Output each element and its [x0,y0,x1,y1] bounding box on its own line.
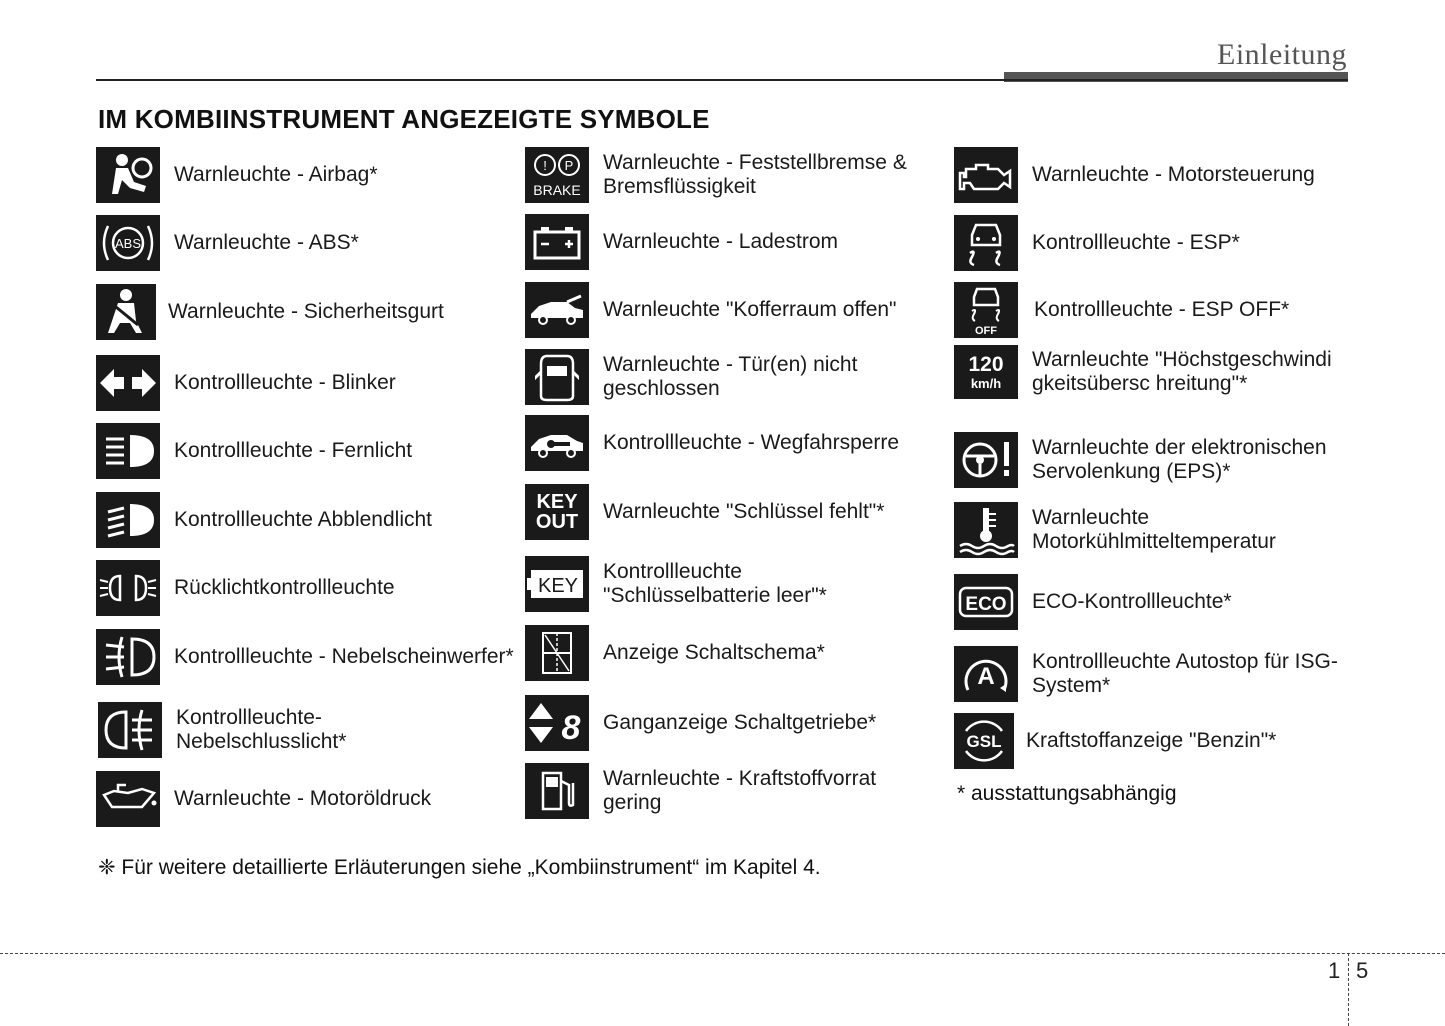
symbol-label: Warnleuchte - Ladestrom [603,230,838,253]
page-number: 5 [1356,958,1369,983]
symbol-item [954,215,1240,271]
gsl-icon [954,713,1014,769]
symbol-item [96,215,359,271]
key-out-icon-text: KEY [536,491,578,513]
symbol-item [954,574,1232,630]
seatbelt-icon [96,284,156,340]
symbol-item [96,629,514,685]
bottom-note: ❈ Für weitere detaillierte Erläuterungen siehe „Kombiinstrument“ im Kapitel 4. [98,856,821,879]
esp-icon [954,215,1018,271]
autostop-icon-text: A [977,663,995,690]
symbol-item [525,349,903,405]
symbol-label: Warnleuchte - Feststellbremse & Bremsflüssigkeit [603,151,907,198]
symbol-item [954,432,1352,488]
symbol-label: Kontrollleuchte - ESP* [1032,231,1240,254]
symbol-item [954,345,1342,399]
eco-icon-text: ECO [965,594,1007,615]
symbol-item [96,771,431,827]
symbol-item [96,492,432,548]
symbol-label: Kontrollleuchte - Blinker [174,371,396,394]
brake-icon-text: BRAKE [533,182,581,198]
symbol-item [96,147,378,203]
symbol-item [525,147,913,203]
symbol-item [96,355,396,411]
speed-warning-icon-text: 120 [968,353,1004,376]
esp-off-icon [954,282,1018,338]
symbol-item [954,147,1315,203]
symbol-label: Warnleuchte - Kraftstoffvorrat gering [603,767,877,814]
speed-warning-icon [954,345,1018,399]
symbol-item [96,284,444,340]
symbol-label: Warnleuchte - Motoröldruck [174,787,432,810]
symbol-label: Warnleuchte der elektronischen Servolenkung (EPS)* [1032,436,1327,483]
svg-text:8: 8 [561,709,581,747]
symbol-item [525,484,884,540]
key-out-icon [525,484,589,540]
symbol-label: Warnleuchte - Sicherheitsgurt [168,300,444,323]
symbol-item [954,646,1352,702]
speed-warning-icon-unit: km/h [970,376,1002,391]
chapter-title: Einleitung [1217,38,1347,71]
symbol-label: Kontrollleuchte - Fernlicht [174,439,413,462]
symbol-label: Rücklichtkontrollleuchte [174,576,395,599]
symbol-label: Warnleuchte - Tür(en) nicht geschlossen [603,353,858,400]
eco-icon [954,574,1018,630]
footnote: * ausstattungsabhängig [957,782,1177,805]
turn-signal-icon [96,355,160,411]
gsl-icon-text: GSL [966,732,1002,751]
symbol-label: Kontrollleuchte - Nebelscheinwerfer* [174,645,514,668]
engine-check-icon [954,147,1018,203]
symbol-item [525,625,825,681]
symbol-label: Warnleuchte Motorkühlmitteltemperatur [1032,506,1276,553]
symbol-label: Kontrollleuchte - Wegfahrsperre [603,431,900,454]
coolant-temp-icon [954,502,1018,558]
symbol-item [525,282,897,338]
symbol-label: Kontrollleuchte Autostop für ISG-System* [1032,650,1338,697]
eps-icon [954,432,1018,488]
symbol-item [954,713,1276,769]
symbol-item [525,214,838,270]
symbol-label: Warnleuchte - Airbag* [174,163,378,186]
oil-pressure-icon [96,771,160,827]
rear-fog-icon [98,702,162,758]
battery-icon [525,214,589,270]
header-rule [96,79,1348,81]
symbol-item [525,415,899,471]
low-fuel-icon [525,763,589,819]
symbol-label: ECO-Kontrollleuchte* [1032,590,1232,613]
symbol-label: Kontrollleuchte - ESP OFF* [1034,298,1290,321]
esp-off-icon-text: OFF [975,325,997,337]
gear-indicator-icon [525,695,589,751]
shift-pattern-icon [525,625,589,681]
svg-text:P: P [564,158,574,173]
symbol-item [954,282,1289,338]
key-battery-icon [525,556,589,612]
symbol-item [96,423,412,479]
symbol-item [98,702,376,758]
symbol-label: Warnleuchte "Höchstgeschwindigkeitsübersc hreitung"* [1032,348,1332,395]
autostop-icon [954,646,1018,702]
symbol-label: Warnleuchte "Schlüssel fehlt"* [603,500,885,523]
airbag-icon [96,147,160,203]
symbol-label: Kontrollleuchte Abblendlicht [174,508,433,531]
symbol-label: Warnleuchte - Motorsteuerung [1032,163,1315,186]
section-title: IM KOMBIINSTRUMENT ANGEZEIGTE SYMBOLE [98,104,710,134]
abs-icon [96,215,160,271]
svg-text:ABS: ABS [114,236,142,251]
symbol-item [525,695,876,751]
symbol-label: Ganganzeige Schaltgetriebe* [603,711,877,734]
footer-divider [1348,953,1349,1026]
high-beam-icon [96,423,160,479]
symbol-label: Kontrollleuchte "Schlüsselbatterie leer"* [603,560,827,607]
key-battery-icon-text: KEY [537,575,579,597]
brake-icon [525,147,589,203]
immobilizer-icon [525,415,589,471]
footer-rule [0,953,1445,954]
trunk-open-icon [525,282,589,338]
symbol-label: Warnleuchte "Kofferraum offen" [603,298,897,321]
symbol-label: Kraftstoffanzeige "Benzin"* [1026,729,1277,752]
symbol-item [954,502,1352,558]
symbol-item [525,556,903,612]
front-fog-icon [96,629,160,685]
symbol-item [96,560,395,616]
symbol-label: Warnleuchte - ABS* [174,231,359,254]
tail-light-icon [96,560,160,616]
low-beam-icon [96,492,160,548]
svg-text:!: ! [543,158,547,173]
chapter-number: 1 [1328,958,1341,983]
key-out-icon-text-2: OUT [535,511,579,533]
symbol-label: Kontrollleuchte- Nebelschlusslicht* [176,706,347,753]
door-open-icon [525,349,589,405]
symbol-item [525,763,913,819]
symbol-label: Anzeige Schaltschema* [603,641,825,664]
